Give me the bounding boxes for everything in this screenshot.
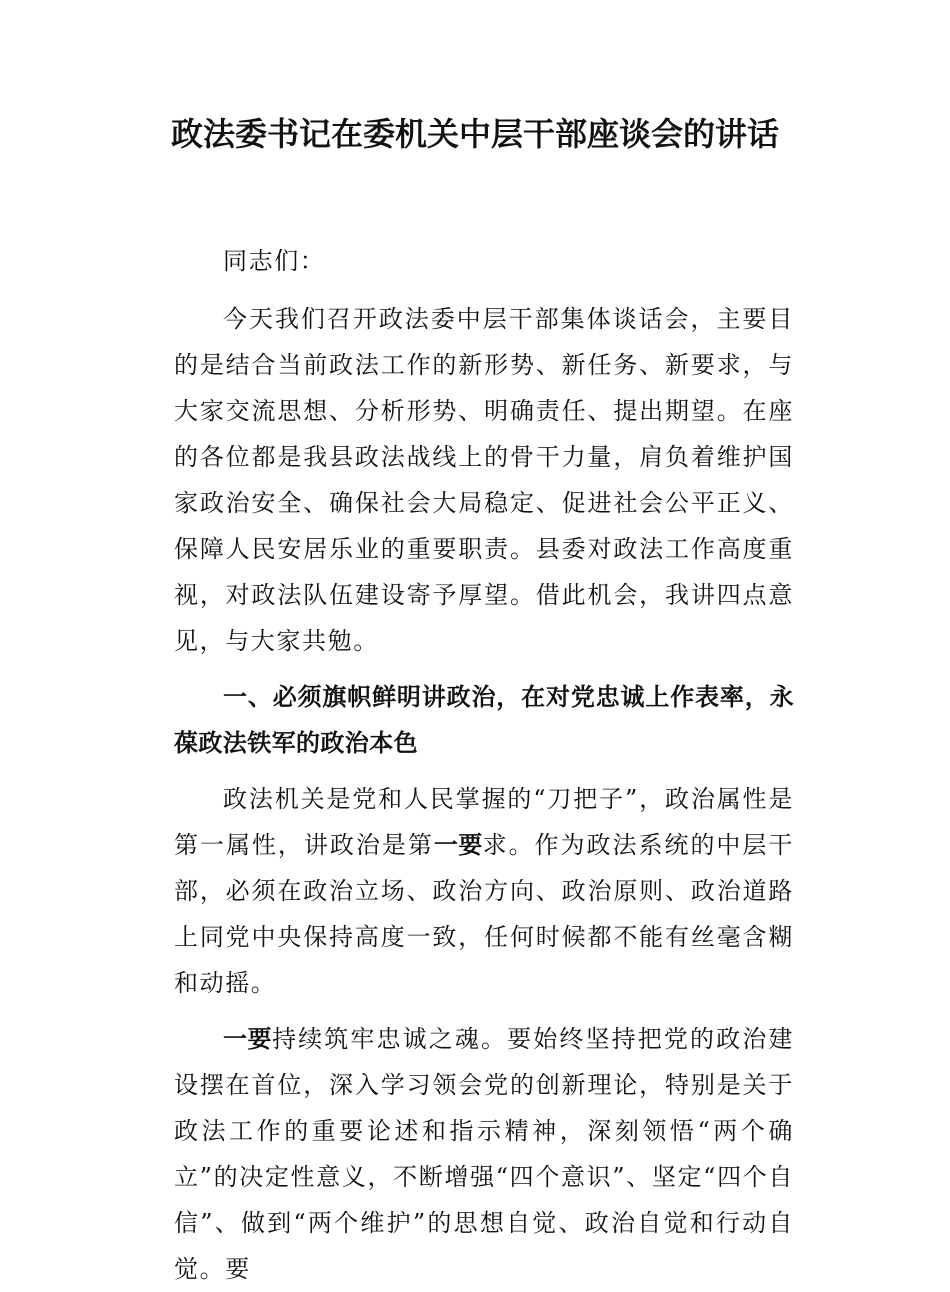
- paragraph-political-attribute: [174, 776, 794, 1006]
- paragraph-text-part-a: 政法机关是党和人民掌握的“刀把子”，政治属性是第一属性，讲政治是第: [174, 785, 794, 859]
- paragraph-loyalty: [174, 1016, 794, 1292]
- greeting: 同志们：: [223, 247, 326, 275]
- paragraph-intro: 今天我们召开政法委中层干部集体谈话会，主要目的是结合当前政法工作的新形势、新任务、新要求，与大家交流思想、分析形势、明确责任、提出期望。在座的各位都是我县政法战线上的骨干力量，肩负着维护国家政治安全、确保社会大局稳定、促进社会公平正义、保障人民安居乐业的重要职责。县委对政法工作高度重视，对政法队伍建设寄予厚望。借此机会，我讲四点意见，与大家共勉。: [174, 305, 794, 655]
- document-body: [174, 238, 794, 1292]
- section-heading-1: 一、必须旗帜鲜明讲政治，在对党忠诚上作表率，永葆政法铁军的政治本色: [174, 683, 794, 757]
- bold-emphasis: 一要: [433, 831, 483, 859]
- document-title: 政法委书记在委机关中层干部座谈会的讲话: [170, 115, 779, 153]
- paragraph-text-part-b: 求。作为政法系统的中层干部，必须在政治立场、政治方向、政治原则、政治道路上同党中央保持高度一致，任何时候都不能有丝毫含糊和动摇。: [174, 831, 795, 997]
- point-lead: 一要: [223, 1025, 273, 1053]
- paragraph-text: 持续筑牢忠诚之魂。要始终坚持把党的政治建设摆在首位，深入学习领会党的创新理论，特别是关于政法工作的重要论述和指示精神，深刻领悟“两个确立”的决定性意义，不断增强“四个意识”、坚定“四个自信”、做到“两个维护”的思想自觉、政治自觉和行动自觉。要: [174, 1025, 795, 1283]
